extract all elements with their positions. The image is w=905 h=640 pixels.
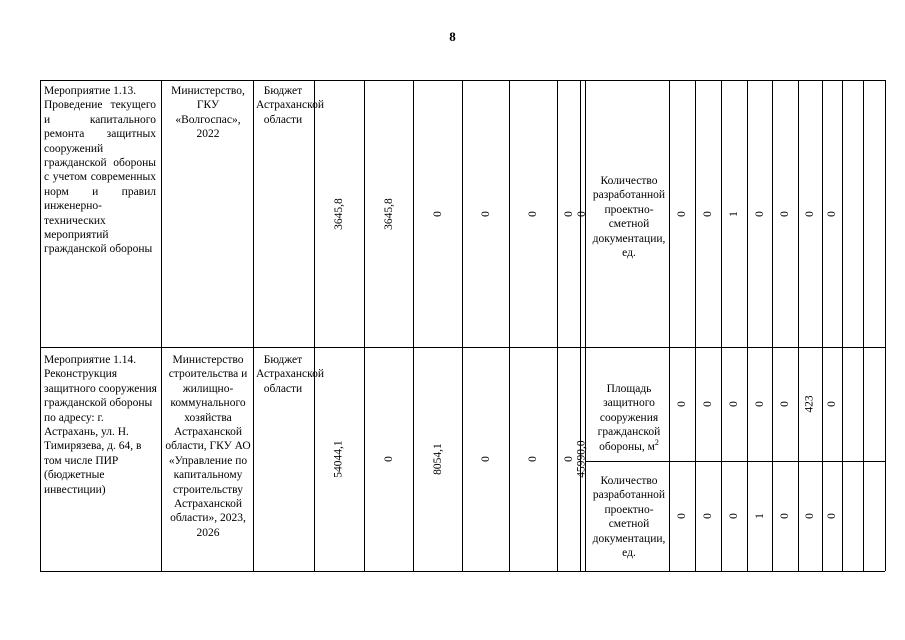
- activity-1-13-text: [44, 84, 156, 257]
- activity-1-13-desc: Проведение текущего и капитального ремонта защитных сооружений гражданской обороны с учетом современных норм и правил инженерно-технических мероприятий гражданской обороны: [44, 99, 156, 256]
- indicator-value: 0: [676, 401, 688, 407]
- indicator-value-cell: [772, 80, 798, 347]
- indicator-value-cell: [669, 80, 695, 347]
- indicator-value-cell: [695, 461, 721, 571]
- column-line: [253, 80, 254, 571]
- indicator-value-cell: [747, 347, 772, 461]
- indicator-value: 0: [826, 401, 838, 407]
- finance-value: 54044,1: [333, 440, 345, 478]
- indicator-value-cell: [721, 461, 747, 571]
- indicator-value: 0: [676, 210, 688, 217]
- indicator-value-cell: [798, 461, 822, 571]
- finance-value: 3645,8: [333, 197, 345, 230]
- indicator-value-cell: [721, 347, 747, 461]
- finance-value: 8054,1: [431, 443, 444, 475]
- finance-value: 0: [562, 456, 575, 462]
- finance-value: 0: [562, 210, 575, 217]
- activity-1-14-text: [44, 353, 158, 497]
- finance-value-cell: [413, 80, 462, 347]
- indicator-value: 0: [779, 513, 791, 519]
- finance-value: 45990,0: [575, 440, 588, 478]
- finance-value-cell: [314, 347, 364, 571]
- source-1-13: Бюджет Астраханской области: [256, 85, 325, 126]
- activity-1-14-desc: Реконструкция защитного сооружения гражданской обороны по адресу: г. Астрахань, ул. Н. Тимирязева, д. 64, в том числе ПИР (бюджетные инвестиции): [44, 368, 157, 496]
- finance-value: 0: [575, 210, 588, 217]
- indicator-value-cell: [669, 347, 695, 461]
- indicator-value-cell: [669, 461, 695, 571]
- indicator-value-cell: [747, 80, 772, 347]
- finance-value-cell: [509, 80, 557, 347]
- page-number: 8: [449, 29, 456, 44]
- indicator-value-cell: [798, 80, 822, 347]
- activity-1-13-title: Мероприятие 1.13.: [44, 85, 137, 97]
- finance-value: 0: [382, 456, 395, 462]
- column-line: [40, 80, 41, 571]
- indicator-value: 0: [676, 513, 688, 519]
- indicator-value-cell: [822, 347, 842, 461]
- finance-value-cell: [462, 347, 509, 571]
- indicator-value: 0: [804, 513, 816, 519]
- finance-value-cell: [557, 80, 580, 347]
- indicator-value: 0: [779, 401, 791, 407]
- indicator-value: 0: [826, 210, 838, 217]
- indicator-value-cell: [747, 461, 772, 571]
- finance-value-cell: [413, 347, 462, 571]
- indicator-value: 0: [804, 210, 816, 217]
- indicator-value-cell: [798, 347, 822, 461]
- finance-value-cell: [509, 347, 557, 571]
- table-bottom-border: [40, 571, 885, 572]
- indicator-value: 423: [804, 395, 816, 413]
- indicator-value-cell: [822, 80, 842, 347]
- indicator-1-13-label: Количество разработанной проектно-сметной документации, ед.: [592, 175, 666, 260]
- indicator-value: 0: [702, 401, 714, 407]
- indicator-value-cell: [822, 461, 842, 571]
- unit-superscript: 2: [654, 437, 659, 447]
- indicator-value: 0: [728, 401, 740, 407]
- finance-value-cell: [314, 80, 364, 347]
- column-line: [161, 80, 162, 571]
- column-line: [842, 80, 843, 571]
- finance-value-cell: [364, 80, 413, 347]
- finance-value: 3645,8: [382, 197, 395, 230]
- indicator-value: 0: [779, 210, 791, 217]
- finance-value-cell: [462, 80, 509, 347]
- executor-1-13: Министерство, ГКУ «Волгоспас», 2022: [171, 85, 245, 141]
- indicator-value-cell: [721, 80, 747, 347]
- finance-value-cell: [364, 347, 413, 571]
- column-line: [863, 80, 864, 571]
- finance-value: 0: [479, 210, 492, 217]
- executor-1-14: Министерство строительства и жилищно-коммунального хозяйства Астраханской области, ГКУ АО «Управление по капитальному строительству Астраханской области», 2023, 2026: [165, 354, 251, 539]
- activity-1-14-title: Мероприятие 1.14.: [44, 354, 137, 366]
- source-1-14: Бюджет Астраханской области: [256, 354, 325, 395]
- indicator-value: 0: [753, 401, 766, 407]
- indicator-value: 1: [753, 513, 766, 519]
- indicator-value-cell: [772, 347, 798, 461]
- finance-value: 0: [431, 210, 444, 217]
- indicator-1-14-area-label: Площадь защитного сооружения гражданской обороны, $м^2$: [597, 383, 661, 453]
- indicator-value: 0: [753, 210, 766, 217]
- indicator-value-cell: [772, 461, 798, 571]
- finance-value-cell: [557, 347, 580, 571]
- finance-value: 0: [479, 456, 492, 462]
- indicator-value: 0: [702, 513, 714, 519]
- indicator-value: 0: [826, 513, 838, 519]
- column-line: [885, 80, 886, 571]
- indicator-value-cell: [695, 80, 721, 347]
- indicator-value: 1: [728, 210, 740, 217]
- indicator-1-14-docs-label: Количество разработанной проектно-сметной документации, ед.: [592, 475, 666, 560]
- indicator-value: 0: [728, 513, 740, 519]
- indicator-value: 0: [702, 210, 714, 217]
- indicator-value-cell: [695, 347, 721, 461]
- finance-value: 0: [527, 210, 539, 217]
- finance-value: 0: [527, 456, 539, 462]
